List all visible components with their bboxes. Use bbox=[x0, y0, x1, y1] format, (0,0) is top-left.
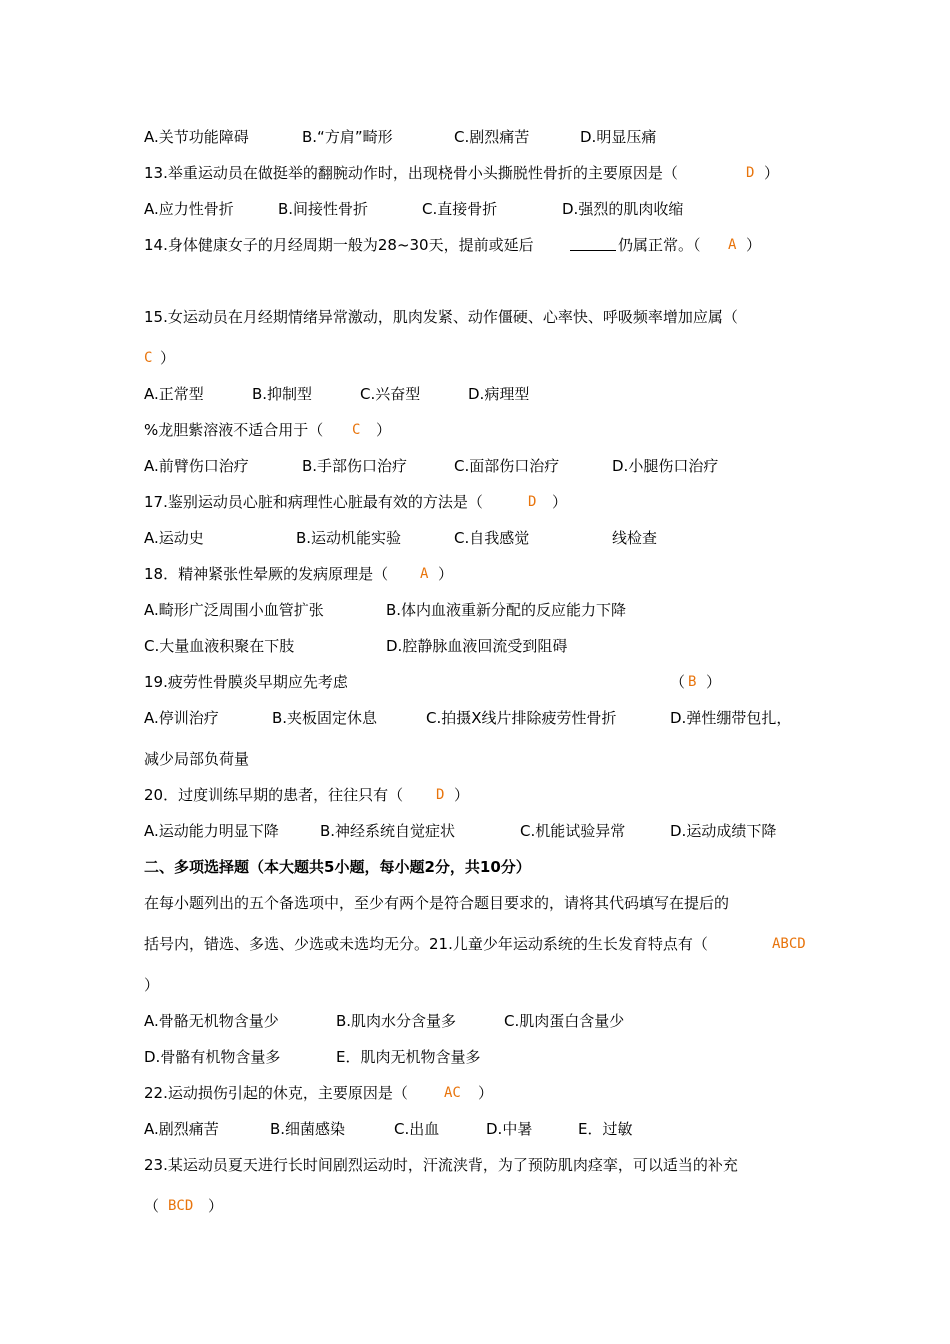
question-text: 22.运动损伤引起的休克，主要原因是（ bbox=[144, 1084, 408, 1102]
option-d: D.强烈的肌肉收缩 bbox=[562, 200, 684, 218]
answer: B bbox=[688, 674, 697, 690]
answer: C bbox=[352, 422, 361, 438]
bracket-open: （ bbox=[670, 673, 686, 691]
bracket-close: ） bbox=[160, 349, 176, 367]
option-d-continued: 减少局部负荷量 bbox=[144, 750, 250, 768]
bracket-close: ） bbox=[376, 421, 392, 439]
option-b: B.体内血液重新分配的反应能力下降 bbox=[386, 601, 627, 619]
answer: D bbox=[528, 494, 537, 510]
question-text: 23.某运动员夏天进行长时间剧烈运动时，汗流浃背，为了预防肌肉痉挛，可以适当的补充 bbox=[144, 1156, 738, 1174]
option-c: C.出血 bbox=[394, 1120, 440, 1138]
option-b: B.神经系统自觉症状 bbox=[320, 822, 456, 840]
option-a: A.前臂伤口治疗 bbox=[144, 457, 249, 475]
option-d: D.骨骼有机物含量多 bbox=[144, 1048, 281, 1066]
fill-blank bbox=[570, 235, 616, 251]
option-a: A.剧烈痛苦 bbox=[144, 1120, 219, 1138]
option-d: D.中暑 bbox=[486, 1120, 533, 1138]
bracket-close: ） bbox=[438, 565, 454, 583]
option-b: B.“方肩”畸形 bbox=[302, 128, 393, 146]
q21-answer: ABCD bbox=[772, 936, 806, 952]
question-text: %龙胆紫溶液不适合用于（ bbox=[144, 421, 324, 439]
option-d: D.小腿伤口治疗 bbox=[612, 457, 719, 475]
question-text: 15.女运动员在月经期情绪异常激动，肌肉发紧、动作僵硬、心率快、呼吸频率增加应属（ bbox=[144, 308, 738, 326]
option-e: E．过敏 bbox=[578, 1120, 633, 1138]
option-b: B.间接性骨折 bbox=[278, 200, 369, 218]
intro-text: 在每小题列出的五个备选项中，至少有两个是符合题目要求的，请将其代码填写在提后的 bbox=[144, 894, 730, 912]
bracket-close: ） bbox=[706, 673, 722, 691]
option-b: B.运动机能实验 bbox=[296, 529, 402, 547]
answer: A bbox=[420, 566, 429, 582]
bracket-close: ） bbox=[552, 493, 568, 511]
bracket-open: （ bbox=[144, 1197, 160, 1215]
option-a: A.停训治疗 bbox=[144, 709, 219, 727]
section-title: 二、多项选择题（本大题共5小题，每小题2分，共10分） bbox=[144, 858, 531, 876]
option-c: C.面部伤口治疗 bbox=[454, 457, 560, 475]
option-a: A.运动史 bbox=[144, 529, 204, 547]
option-a: A.畸形广泛周围小血管扩张 bbox=[144, 601, 324, 619]
question-text: 14.身体健康女子的月经周期一般为28~30天，提前或延后 bbox=[144, 236, 534, 254]
option-d: 线检查 bbox=[612, 529, 658, 547]
option-e: E．肌肉无机物含量多 bbox=[336, 1048, 481, 1066]
option-a: A.应力性骨折 bbox=[144, 200, 234, 218]
option-c: C.拍摄X线片排除疲劳性骨折 bbox=[426, 709, 617, 727]
answer: D bbox=[436, 787, 445, 803]
option-b: B.抑制型 bbox=[252, 385, 313, 403]
bracket-close: ） bbox=[764, 164, 780, 182]
question-text: 17.鉴别运动员心脏和病理性心脏最有效的方法是（ bbox=[144, 493, 483, 511]
answer: C bbox=[144, 350, 153, 366]
question-text: 19.疲劳性骨膜炎早期应先考虑 bbox=[144, 673, 348, 691]
question-text: 18．精神紧张性晕厥的发病原理是（ bbox=[144, 565, 389, 583]
option-b: B.夹板固定休息 bbox=[272, 709, 378, 727]
answer: BCD bbox=[168, 1198, 194, 1214]
bracket-close: ） bbox=[478, 1084, 494, 1102]
option-a: A.正常型 bbox=[144, 385, 204, 403]
option-d: D.明显压痛 bbox=[580, 128, 657, 146]
option-c: C.机能试验异常 bbox=[520, 822, 626, 840]
option-d: D.病理型 bbox=[468, 385, 530, 403]
option-d: D.腔静脉血液回流受到阻碍 bbox=[386, 637, 568, 655]
bracket-close: ） bbox=[746, 236, 762, 254]
question-text: 20．过度训练早期的患者，往往只有（ bbox=[144, 786, 404, 804]
answer: A bbox=[728, 237, 737, 253]
option-c: C.兴奋型 bbox=[360, 385, 421, 403]
answer: AC bbox=[444, 1085, 461, 1101]
option-a: A.骨骼无机物含量少 bbox=[144, 1012, 279, 1030]
intro-text: 括号内，错选、多选、少选或未选均无分。21.儿童少年运动系统的生长发育特点有（ bbox=[144, 935, 708, 953]
answer: D bbox=[746, 165, 755, 181]
question-text: 13.举重运动员在做挺举的翻腕动作时，出现桡骨小头撕脱性骨折的主要原因是（ bbox=[144, 164, 678, 182]
bracket-close: ） bbox=[208, 1197, 224, 1215]
option-c: C.自我感觉 bbox=[454, 529, 530, 547]
option-a: A.运动能力明显下降 bbox=[144, 822, 279, 840]
option-b: B.细菌感染 bbox=[270, 1120, 346, 1138]
option-d: D.弹性绷带包扎， bbox=[670, 709, 792, 727]
option-a: A.关节功能障碍 bbox=[144, 128, 249, 146]
question-text-after: 仍属正常。（ bbox=[618, 236, 701, 254]
bracket-close: ） bbox=[144, 976, 160, 994]
option-c: C.直接骨折 bbox=[422, 200, 498, 218]
option-b: B.手部伤口治疗 bbox=[302, 457, 408, 475]
option-c: C.大量血液积聚在下肢 bbox=[144, 637, 295, 655]
option-c: C.肌肉蛋白含量少 bbox=[504, 1012, 625, 1030]
bracket-close: ） bbox=[454, 786, 470, 804]
option-c: C.剧烈痛苦 bbox=[454, 128, 530, 146]
option-b: B.肌肉水分含量多 bbox=[336, 1012, 457, 1030]
option-d: D.运动成绩下降 bbox=[670, 822, 777, 840]
